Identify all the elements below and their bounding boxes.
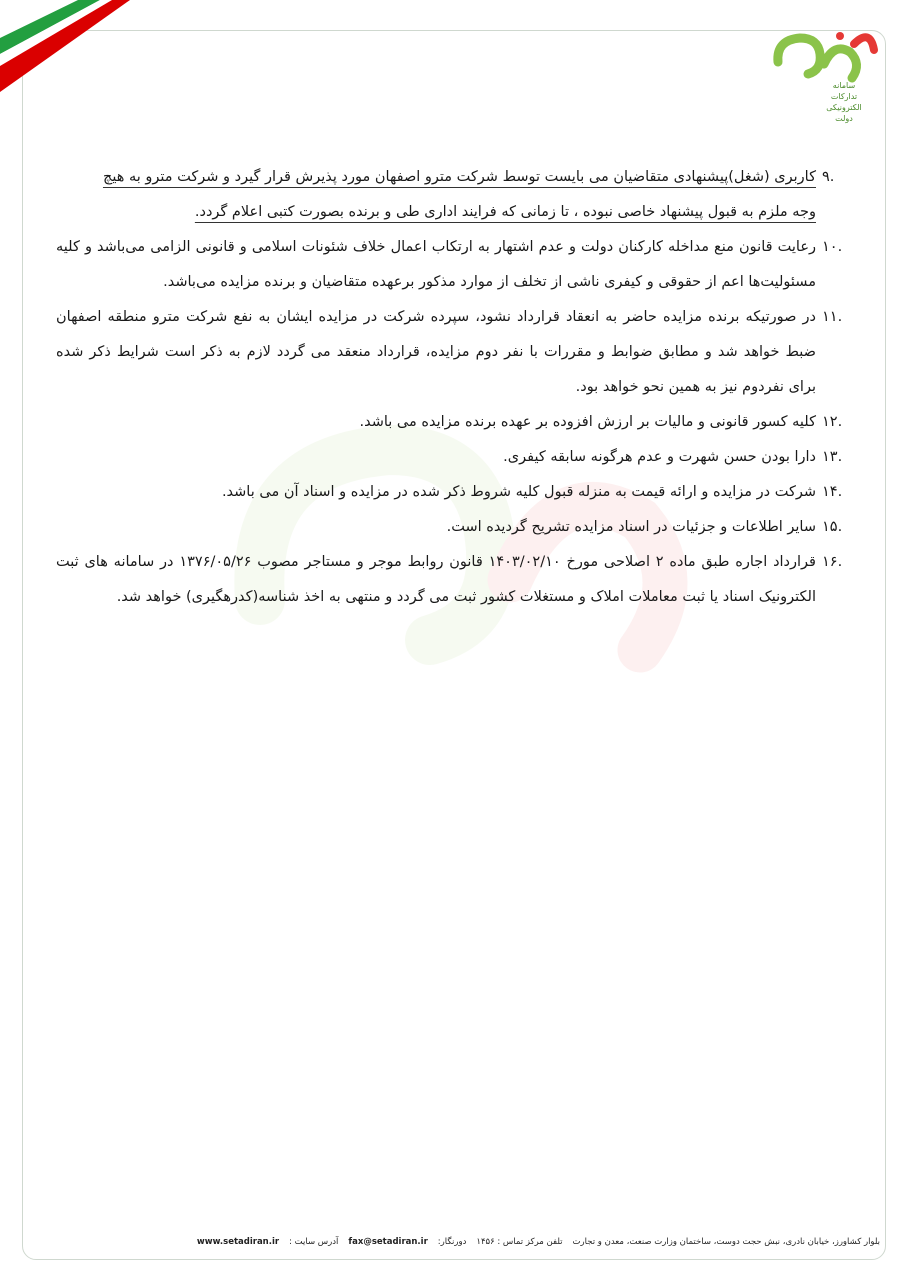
item-text: شرکت در مزایده و ارائه قیمت به منزله قبول کلیه شروط ذکر شده در مزایده و اسناد آن می باشد. [221,484,816,500]
list-item [56,440,843,475]
item-text: کلیه کسور قانونی و مالیات بر ارزش افزوده بر عهده برنده مزایده می باشد. [359,414,816,430]
page-footer [120,1232,880,1252]
footer-phone: تلفن مرکز تماس : ۱۴۵۶ [476,1237,563,1247]
item-number: ۹. [822,169,835,185]
footer-site-label: آدرس سایت : [289,1237,339,1247]
item-text: رعایت قانون منع مداخله کارکنان دولت و عدم اشتهار به ارتکاب اعمال خلاف شئونات اسلامی و قانونی الزامی می‌باشد و کلیه مسئولیت‌ها اعم از حقوقی و کیفری ناشی از تخلف از موارد مذکور برعهده متقاضیان و برنده مزایده می‌باشد. [56,239,816,290]
item-number: ۱۵. [822,519,843,535]
list-item [56,545,843,615]
footer-address: بلوار کشاورز، خیابان نادری، نبش حجت دوست، ساختمان وزارت صنعت، معدن و تجارت [572,1237,880,1247]
terms-list [56,160,843,615]
list-item [56,230,843,300]
setad-logo [766,24,886,134]
item-text: قرارداد اجاره طبق ماده ۲ اصلاحی مورخ ۱۴۰۳/۰۲/۱۰ قانون روابط موجر و مستاجر مصوب ۱۳۷۶/۰۵/۲۶ در سامانه های ثبت الکترونیک اسناد یا ثبت معاملات املاک و مستغلات کشور ثبت می گردد و منتهی به اخذ شناسه(کدرهگیری) خواهد شد. [56,554,816,605]
item-number: ۱۱. [822,309,843,325]
item-number: ۱۳. [822,449,843,465]
list-item [56,405,843,440]
logo-line-1: سامانه [832,81,856,90]
item-number: ۱۲. [822,414,843,430]
list-item [56,510,843,545]
footer-fax-email[interactable]: fax@setadiran.ir [348,1237,428,1247]
logo-line-4: دولت [835,114,853,123]
item-text-line-2: وجه ملزم به قبول پیشنهاد خاصی نبوده ، تا زمانی که فرایند اداری طی و برنده بصورت کتبی اعلام گردد. [194,204,816,220]
footer-website-link[interactable]: www.setadiran.ir [196,1237,280,1247]
footer-fax-label: دورنگار: [437,1237,467,1247]
item-number: ۱۶. [822,554,843,570]
item-text: سایر اطلاعات و جزئیات در اسناد مزایده تشریح گردیده است. [446,519,816,535]
list-item [56,160,835,230]
iran-flag-ribbon-icon [0,0,130,110]
logo-line-2: تدارکات [830,92,858,101]
list-item [56,475,843,510]
item-text [56,160,816,230]
item-number: ۱۰. [822,239,843,255]
item-text: در صورتیکه برنده مزایده حاضر به انعقاد قرارداد نشود، سپرده شرکت در مزایده ایشان به نفع شرکت مترو منطقه اصفهان ضبط خواهد شد و مطابق ضوابط و مقررات با نفر دوم مزایده، قرارداد منعقد می گردد لازم به ذکر است شرایط ذکر شده برای نفردوم نیز به همین نحو خواهد بود. [56,309,816,395]
list-item [56,300,843,405]
logo-line-3: الکترونیکی [826,103,862,112]
setad-logo-icon [766,24,886,134]
item-number: ۱۴. [822,484,843,500]
item-text-line-1: کاربری (شغل)پیشنهادی متقاضیان می بایست توسط شرکت مترو اصفهان مورد پذیرش قرار گیرد و شرکت مترو به هیچ [102,169,816,185]
item-text: دارا بودن حسن شهرت و عدم هرگونه سابقه کیفری. [503,449,816,465]
